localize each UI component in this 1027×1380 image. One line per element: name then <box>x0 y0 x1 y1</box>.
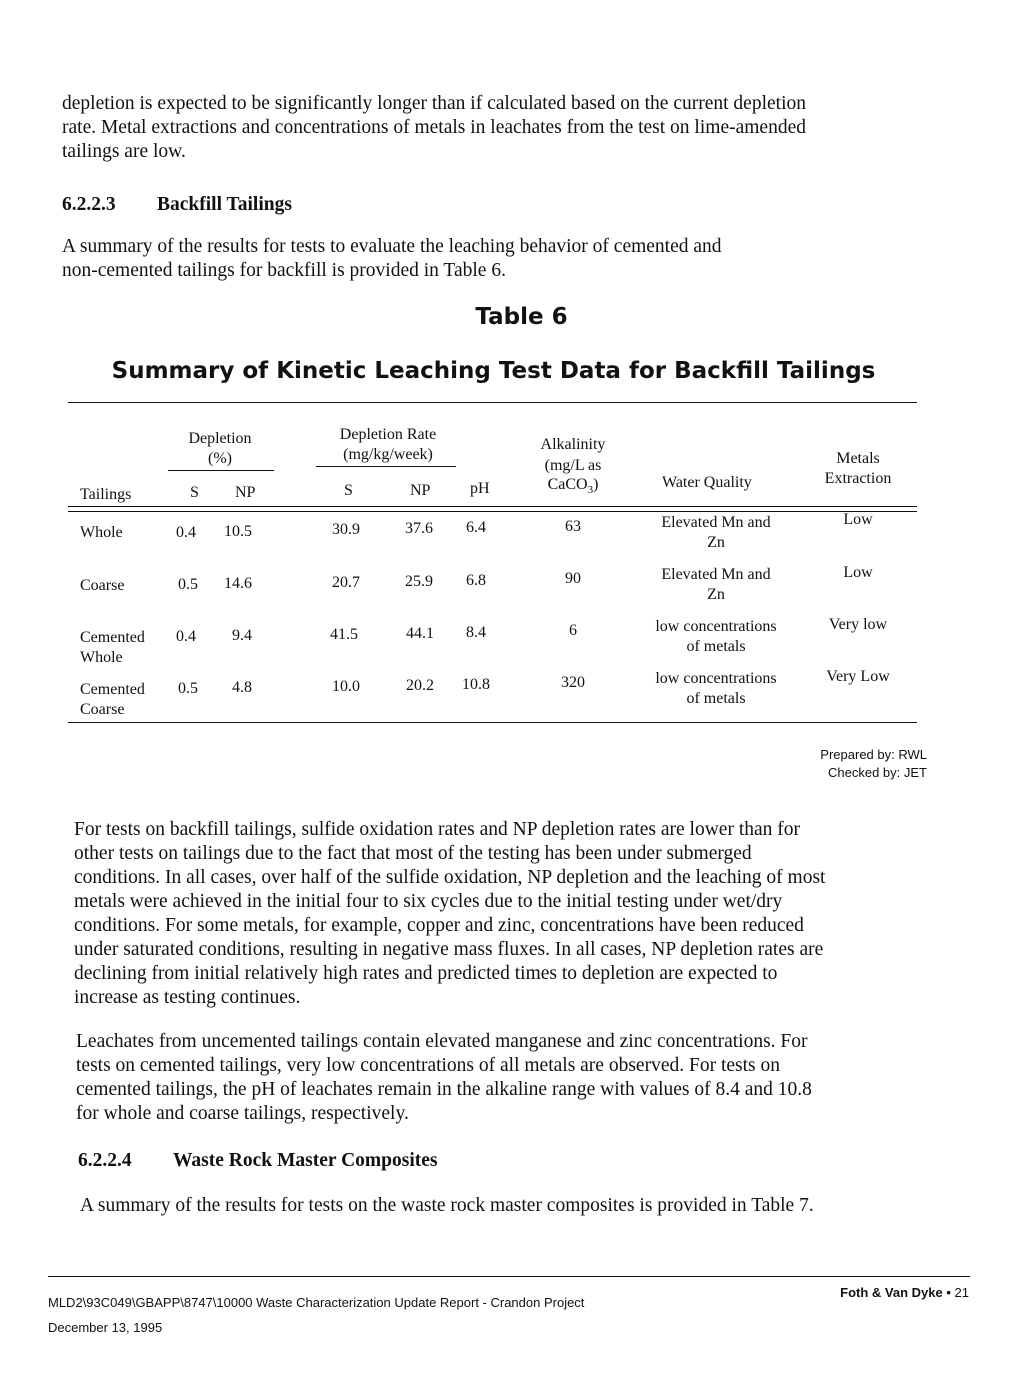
cell-water-quality-2: of metals <box>686 690 746 707</box>
header-rate-np: NP <box>410 482 431 499</box>
cell-rate-s: 20.7 <box>332 574 360 591</box>
cell-metals: Low <box>843 564 873 581</box>
cell-ph: 6.4 <box>466 519 486 536</box>
header-depletion: Depletion <box>188 430 252 447</box>
table-top-rule <box>68 402 917 403</box>
cell-np: 9.4 <box>232 627 252 644</box>
caco3-text: CaCO <box>547 476 588 493</box>
summary-line: non-cemented tailings for backfill is provided in Table 6. <box>62 260 506 281</box>
cell-s: 0.4 <box>176 524 196 541</box>
prepared-checked-block <box>820 746 927 782</box>
depletion-rate-group-rule <box>316 466 456 467</box>
leachates-line: for whole and coarse tailings, respectively. <box>76 1103 409 1124</box>
cell-s: 0.4 <box>176 628 196 645</box>
backfill-paragraph <box>74 818 825 1010</box>
cell-rate-s: 30.9 <box>332 521 360 538</box>
cell-rate-np: 20.2 <box>406 677 434 694</box>
backfill-line: under saturated conditions, resulting in negative mass fluxes. In all cases, NP depletion rates are <box>74 939 824 960</box>
cell-ph: 6.8 <box>466 572 486 589</box>
cell-water-quality-2: of metals <box>686 638 746 655</box>
header-rate-s: S <box>344 482 353 499</box>
cell-ph: 8.4 <box>466 624 486 641</box>
table-bottom-rule <box>68 722 917 723</box>
cell-tailings: Cemented <box>80 629 145 646</box>
section-number: 6.2.2.3 <box>62 194 116 215</box>
cell-water-quality: low concentrations <box>655 618 777 635</box>
header-depletion-rate: Depletion Rate <box>339 426 437 443</box>
section-title: Backfill Tailings <box>157 194 292 215</box>
header-tailings: Tailings <box>80 486 132 503</box>
header-depletion-unit: (%) <box>208 450 232 467</box>
section-heading-waste-rock <box>78 1150 437 1172</box>
cell-water-quality-2: Zn <box>707 586 725 603</box>
cell-water-quality: low concentrations <box>655 670 777 687</box>
cell-np: 10.5 <box>224 523 252 540</box>
cell-alkalinity: 63 <box>565 518 581 535</box>
footer-path: MLD2\93C049\GBAPP\8747\10000 Waste Characterization Update Report - Crandon Project <box>48 1295 585 1310</box>
header-metals: Metals <box>836 450 880 467</box>
intro-line: tailings are low. <box>62 141 186 162</box>
footer-company-page <box>840 1285 969 1300</box>
prepared-by: Prepared by: RWL <box>820 747 927 762</box>
backfill-line: conditions. For some metals, for example, copper and zinc, concentrations have been reduced <box>74 915 804 936</box>
footer-bullet: • <box>946 1285 951 1300</box>
header-alkalinity-unit: (mg/L as <box>544 457 602 474</box>
cell-rate-s: 41.5 <box>330 626 358 643</box>
backfill-line: conditions. In all cases, over half of the sulfide oxidation, NP depletion and the leaching of most <box>74 867 826 888</box>
cell-tailings-2: Whole <box>80 649 123 666</box>
leachates-line: Leachates from uncemented tailings contain elevated manganese and zinc concentrations. For <box>76 1031 808 1052</box>
leachates-line: cemented tailings, the pH of leachates remain in the alkaline range with values of 8.4 and 10.8 <box>76 1079 812 1100</box>
summary-paragraph <box>62 235 722 283</box>
cell-np: 14.6 <box>224 575 252 592</box>
header-alkalinity: Alkalinity <box>540 436 606 453</box>
leachates-paragraph <box>76 1030 812 1126</box>
header-np: NP <box>235 484 256 501</box>
header-alkalinity-caco3 <box>518 476 628 496</box>
cell-alkalinity: 90 <box>565 570 581 587</box>
cell-rate-np: 44.1 <box>406 625 434 642</box>
cell-metals: Very low <box>828 616 888 633</box>
header-double-rule-1 <box>68 506 917 507</box>
depletion-group-rule <box>168 470 274 471</box>
cell-tailings: Coarse <box>80 577 125 594</box>
table-label: Table 6 <box>475 304 568 330</box>
section-number: 6.2.2.4 <box>78 1150 132 1171</box>
cell-ph: 10.8 <box>462 676 490 693</box>
cell-rate-np: 25.9 <box>405 573 433 590</box>
cell-water-quality-2: Zn <box>707 534 725 551</box>
cell-water-quality: Elevated Mn and <box>661 566 771 583</box>
footer-company: Foth & Van Dyke <box>840 1285 943 1300</box>
backfill-line: For tests on backfill tailings, sulfide oxidation rates and NP depletion rates are lower than for <box>74 819 801 840</box>
summary-line: A summary of the results for tests to evaluate the leaching behavior of cemented and <box>62 236 722 257</box>
header-depletion-rate-unit: (mg/kg/week) <box>343 446 433 463</box>
waste-rock-paragraph <box>80 1194 814 1218</box>
backfill-line: metals were achieved in the initial four to six cycles due to the initial testing under wet/dry <box>74 891 783 912</box>
leachates-line: tests on cemented tailings, very low concentrations of all metals are observed. For tests on <box>76 1055 780 1076</box>
cell-rate-s: 10.0 <box>332 678 360 695</box>
intro-line: depletion is expected to be significantly longer than if calculated based on the current depletion <box>62 93 806 114</box>
cell-metals: Very Low <box>826 668 890 685</box>
backfill-line: increase as testing continues. <box>74 987 301 1008</box>
header-double-rule-2 <box>68 511 917 512</box>
checked-by: Checked by: JET <box>828 765 927 780</box>
cell-water-quality: Elevated Mn and <box>661 514 771 531</box>
cell-s: 0.5 <box>178 680 198 697</box>
cell-rate-np: 37.6 <box>405 520 433 537</box>
cell-tailings: Cemented <box>80 681 145 698</box>
kinetic-leaching-table <box>68 400 917 730</box>
cell-tailings: Whole <box>80 524 123 541</box>
section-heading-backfill <box>62 194 292 216</box>
footer-date: December 13, 1995 <box>48 1320 163 1335</box>
footer-page-number: 21 <box>954 1285 969 1300</box>
backfill-line: other tests on tailings due to the fact that most of the testing has been under submerged <box>74 843 752 864</box>
cell-np: 4.8 <box>232 679 252 696</box>
header-extraction: Extraction <box>824 470 892 487</box>
table-caption: Summary of Kinetic Leaching Test Data for Backfill Tailings <box>111 358 876 384</box>
cell-metals: Low <box>843 511 873 528</box>
cell-alkalinity: 6 <box>569 622 577 639</box>
cell-s: 0.5 <box>178 576 198 593</box>
caco3-subscript: 3 <box>587 484 594 497</box>
caco3-close: ) <box>593 476 599 493</box>
intro-paragraph <box>62 92 806 164</box>
cell-tailings-2: Coarse <box>80 701 125 718</box>
header-water-quality: Water Quality <box>662 474 752 491</box>
intro-line: rate. Metal extractions and concentrations of metals in leachates from the test on lime-amended <box>62 117 806 138</box>
waste-rock-line: A summary of the results for tests on the waste rock master composites is provided in Table 7. <box>80 1195 814 1216</box>
footer-rule <box>48 1276 970 1277</box>
header-s: S <box>190 484 199 501</box>
cell-alkalinity: 320 <box>561 674 585 691</box>
header-ph: pH <box>470 480 490 497</box>
backfill-line: declining from initial relatively high rates and predicted times to depletion are expected to <box>74 963 778 984</box>
section-title: Waste Rock Master Composites <box>173 1150 438 1171</box>
